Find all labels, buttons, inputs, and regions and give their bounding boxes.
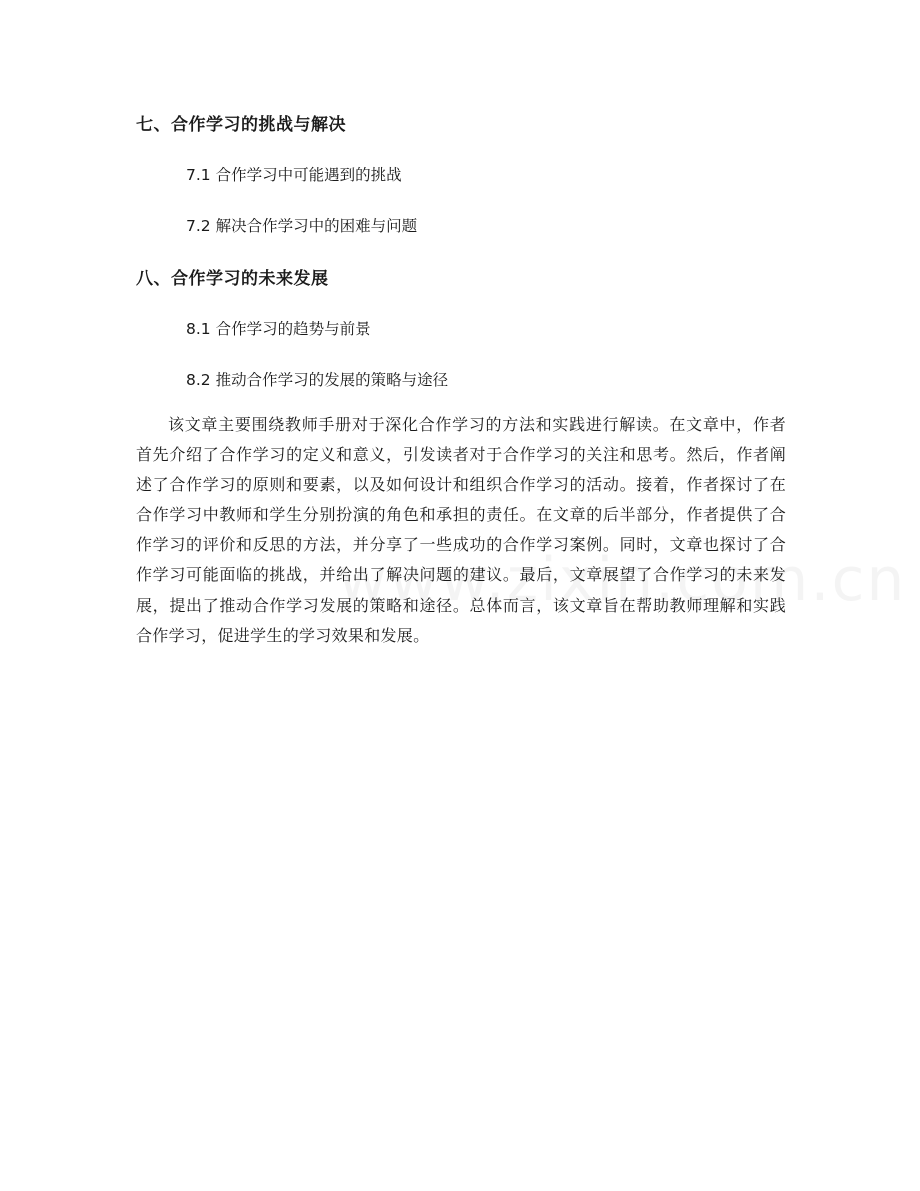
section-heading-future: 八、合作学习的未来发展	[136, 269, 329, 289]
subsection-7-2: 7.2 解决合作学习中的困难与问题	[186, 217, 418, 235]
section-heading-challenges: 七、合作学习的挑战与解决	[136, 115, 346, 135]
subsection-7-1: 7.1 合作学习中可能遇到的挑战	[186, 166, 402, 184]
summary-paragraph: 该文章主要围绕教师手册对于深化合作学习的方法和实践进行解读。在文章中，作者首先介绍了合作学习的定义和意义，引发读者对于合作学习的关注和思考。然后，作者阐述了合作学习的原则和要素，以及如何设计和组织合作学习的活动。接着，作者探讨了在合作学习中教师和学生分别扮演的角色和承担的责任。在文章的后半部分，作者提供了合作学习的评价和反思的方法，并分享了一些成功的合作学习案例。同时，文章也探讨了合作学习可能面临的挑战，并给出了解决问题的建议。最后，文章展望了合作学习的未来发展，提出了推动合作学习发展的策略和途径。总体而言，该文章旨在帮助教师理解和实践合作学习，促进学生的学习效果和发展。	[136, 415, 786, 645]
subsection-8-2: 8.2 推动合作学习的发展的策略与途径	[186, 371, 449, 389]
subsection-8-1: 8.1 合作学习的趋势与前景	[186, 320, 371, 338]
